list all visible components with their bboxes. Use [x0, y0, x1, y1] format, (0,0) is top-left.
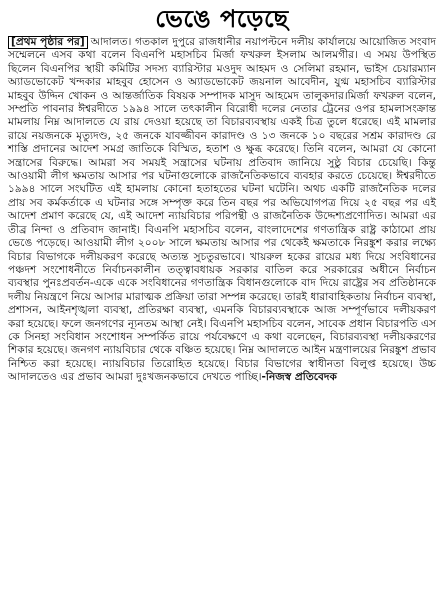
byline: -নিজস্ব প্রতিবেদক: [261, 371, 337, 384]
article-body: [8, 36, 436, 385]
article-body-text: আদালত। গতকাল দুপুরে রাজধানীর নয়াপল্টনে দলীয় কার্যালয়ে আয়োজিত সংবাদ সম্মেলনে এসব কথা বলেন বিএনপি মহাসচিব মির্জা ফখরুল ইসলাম আলমগীর। এ সময় উপস্থিত ছিলেন বিএনপির স্থায়ী কমিটির সদস্য ব্যারিস্টার মওদুদ আহমদ ও সেলিমা রহমান, ভাইস চেয়ারম্যান অ্যাডভোকেট খন্দকার মাহবুব হোসেন ও অ্যাডভোকেট জয়নাল আবেদীন, যুগ্ম মহাসচিব ব্যারিস্টার মাহবুব উদ্দিন খোকন ও আন্তর্জাতিক বিষয়ক সম্পাদক মাসুদ আহমেদ তালুকদার।মির্জা ফখরুল বলেন, সম্প্রতি পাবনার ঈশ্বরদীতে ১৯৯৪ সালে তৎকালীন বিরোধী দলের নেতার ট্রেনের ওপর হামলাসংক্রান্ত মামলায় নিম্ন আদালতে যে রায় দেওয়া হয়েছে তা বিচারব্যবস্থায় একই চিত্র তুলে ধরেছে। এই মামলার রায়ে নয়জনকে মৃত্যুদণ্ড, ২৫ জনকে যাবজ্জীবন কারাদণ্ড ও ১৩ জনকে ১০ বছরের সশ্রম কারাদণ্ড রে শাস্তি প্রদানের আদেশ সমগ্র জাতিকে বিস্মিত, হতাশ ও ক্ষুব্ধ করেছে। তিনি বলেন, আমরা যে কোনো সন্ত্রাসের বিরুদ্ধে। আমরা সব সময়ই সন্ত্রাসের ঘটনায় প্রতিবাদ জানিয়ে সুষ্ঠু বিচার চেয়েছি। কিন্তু আওয়ামী লীগ ক্ষমতায় আসার পর ঘটনাগুলোকে রাজনৈতিকভাবে ব্যবহার করতে চেয়েছে। ঈশ্বরদীতে ১৯৯৪ সালে সংঘটিত এই হামলায় কোনো হতাহতের ঘটনা ঘটেনি। অথচ একটি রাজনৈতিক দলের প্রায় সব কর্মকর্তাকে এ ঘটনার সঙ্গে সম্পৃক্ত করে তিন বছর পর অভিযোগপত্র দিয়ে ২৫ বছর পর এই আদেশ প্রমাণ করেছে যে, এই আদেশ ন্যায়বিচার পরিপন্থী ও রাজনৈতিক উদ্দেশ্যপ্রণোদিত। আমরা এর তীব্র নিন্দা ও প্রতিবাদ জানাই। বিএনপি মহাসচিব বলেন, বাংলাদেশের গণতান্ত্রিক রাষ্ট্র কাঠামো প্রায় ভেঙে পড়েছে। আওয়ামী লীগ ২০০৮ সালে ক্ষমতায় আসার পর থেকেই ক্ষমতাকে নিরঙ্কুশ করার লক্ষ্যে বিচার বিভাগকে দলীয়করণ করেছে অত্যন্ত সুচতুরভাবে। খায়রুল হকের রায়ের মধ্য দিয়ে সংবিধানের পঞ্চদশ সংশোধনীতে নির্বাচনকালীন তত্ত্বাবধায়ক সরকার বাতিল করে সরকারের অধীনে নির্বাচন ব্যবস্থার পুনঃপ্রবর্তন-একে একে সংবিধানের গণতান্ত্রিক বিধানগুলোকে বাদ দিয়ে রাষ্ট্রের সব প্রতিষ্ঠানকে দলীয় নিয়ন্ত্রণে নিয়ে আসার মারাত্মক প্রক্রিয়া তারা সম্পন্ন করেছে। তারই ধারাবাহিকতায় নির্বাচন ব্যবস্থা, প্রশাসন, আইনশৃঙ্খলা ব্যবস্থা, প্রতিরক্ষা ব্যবস্থা, এমনকি বিচারব্যবস্থাকে আজ সম্পূর্ণভাবে দলীয়করণ করা হয়েছে। ফলে জনগণের ন্যূনতম আস্থা নেই। বিএনপি মহাসচিব বলেন, সাবেক প্রধান বিচারপতি এস কে সিনহা সংবিধান সংশোধন সম্পর্কিত রায়ে পর্যবেক্ষণে এ কথা বলেছেন, বিচারব্যবস্থা দলীয়করণের শিকার হয়েছে। জনগণ ন্যায়বিচার থেকে বঞ্চিত হয়েছে। নিম্ন আদালতে আইন মন্ত্রণালয়ের নিরঙ্কুশ প্রভাব নিশ্চিত করা হয়েছে। ন্যায়বিচার তিরোহিত হয়েছে। বিচার বিভাগের স্বাধীনতা বিলুপ্ত হয়েছে। উচ্চ আদালতেও এর প্রভাব আমরা দুঃখজনকভাবে দেখতে পাচ্ছি।: [8, 36, 436, 384]
continued-from-front-page-tag: [প্রথম পৃষ্ঠার পর]: [8, 36, 88, 49]
headline: ভেঙে পড়েছে: [155, 4, 289, 33]
